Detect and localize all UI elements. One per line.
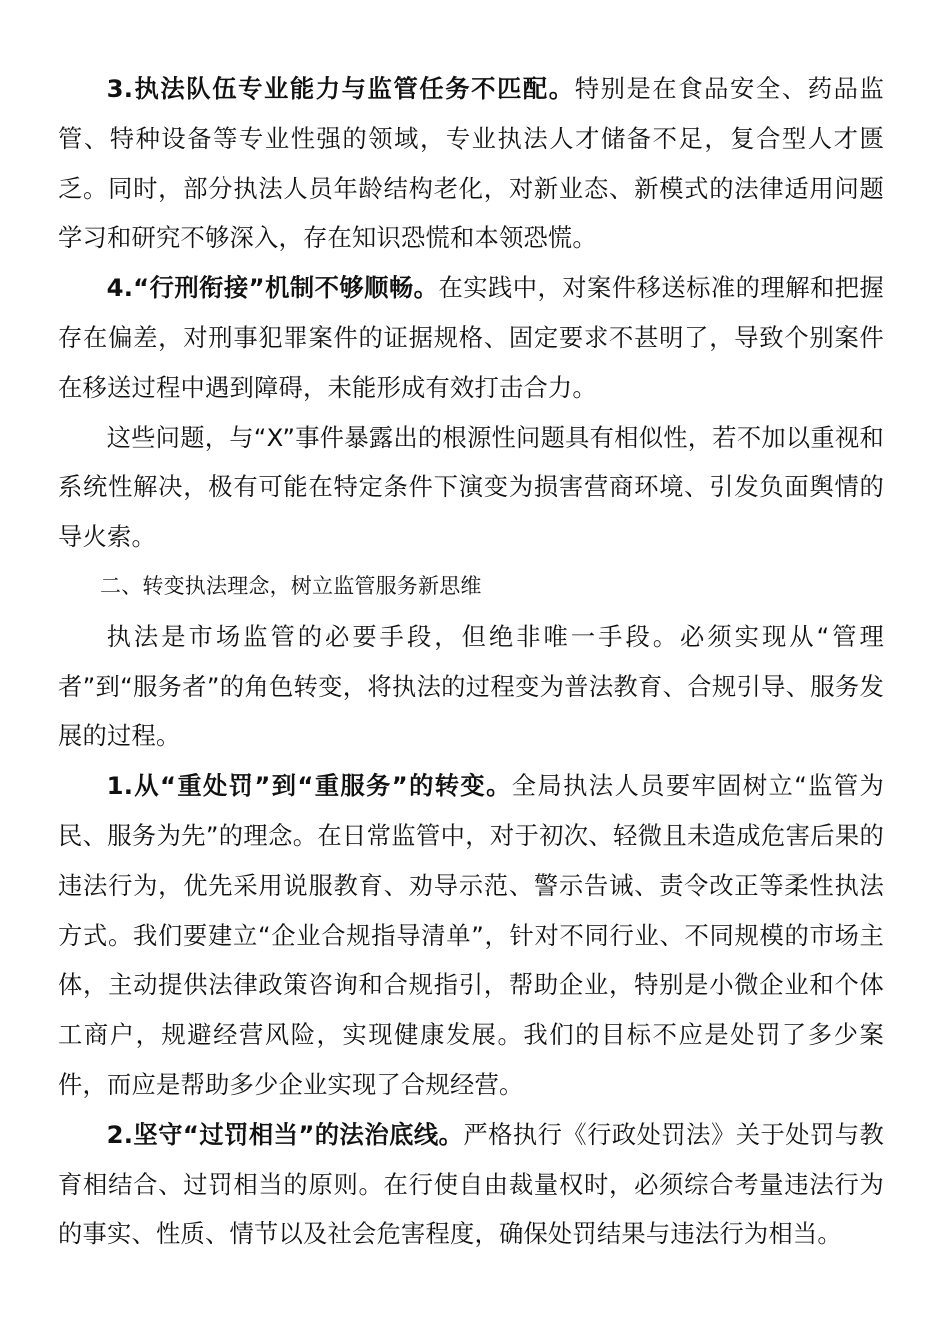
paragraph-problem-summary	[58, 413, 884, 562]
paragraph-proportional-penalty	[58, 1110, 884, 1259]
document-page	[58, 64, 884, 1259]
paragraph-text: 严格执行《行政处罚法》关于处罚与教育相结合、过罚相当的原则。在行使自由裁量权时，必须综合考量违法行为的事实、性质、情节以及社会危害程度，确保处罚结果与违法行为相当。	[58, 1119, 884, 1249]
paragraph-service-shift	[58, 761, 884, 1110]
paragraph-text: 执法是市场监管的必要手段，但绝非唯一手段。必须实现从“管理者”到“服务者”的角色转变，将执法的过程变为普法教育、合规引导、服务发展的过程。	[58, 621, 884, 751]
paragraph-text: 在实践中，对案件移送标准的理解和把握存在偏差，对刑事犯罪案件的证据规格、固定要求不甚明了，导致个别案件在移送过程中遇到障碍，未能形成有效打击合力。	[58, 273, 884, 402]
paragraph-criminal-linkage	[58, 263, 884, 412]
paragraph-text: 这些问题，与“X”事件暴露出的根源性问题具有相似性，若不加以重视和系统性解决，极有可能在特定条件下演变为损害营商环境、引发负面舆情的导火索。	[58, 422, 884, 552]
paragraph-text: 特别是在食品安全、药品监管、特种设备等专业性强的领域，专业执法人才储备不足，复合型人才匮乏。同时，部分执法人员年龄结构老化，对新业态、新模式的法律适用问题学习和研究不够深入，存在知识恐慌和本领恐慌。	[58, 74, 884, 253]
paragraph-lead: 3.执法队伍专业能力与监管任务不匹配。	[106, 74, 575, 103]
paragraph-section-intro	[58, 612, 884, 761]
paragraph-text: 全局执法人员要牢固树立“监管为民、服务为先”的理念。在日常监管中，对于初次、轻微且未造成危害后果的违法行为，优先采用说服教育、劝导示范、警示告诫、责令改正等柔性执法方式。我们要建立“企业合规指导清单”，针对不同行业、不同规模的市场主体，主动提供法律政策咨询和合规指引，帮助企业，特别是小微企业和个体工商户，规避经营风险，实现健康发展。我们的目标不应是处罚了多少案件，而应是帮助多少企业实现了合规经营。	[58, 771, 885, 1099]
paragraph-lead: 2.坚守“过罚相当”的法治底线。	[106, 1119, 464, 1149]
paragraph-lead: 4.“行刑衔接”机制不够顺畅。	[106, 273, 439, 303]
paragraph-enforcement-capacity	[58, 64, 884, 263]
paragraph-lead: 1.从“重处罚”到“重服务”的转变。	[106, 771, 512, 801]
section-heading: 二、转变执法理念，树立监管服务新思维	[100, 573, 482, 598]
